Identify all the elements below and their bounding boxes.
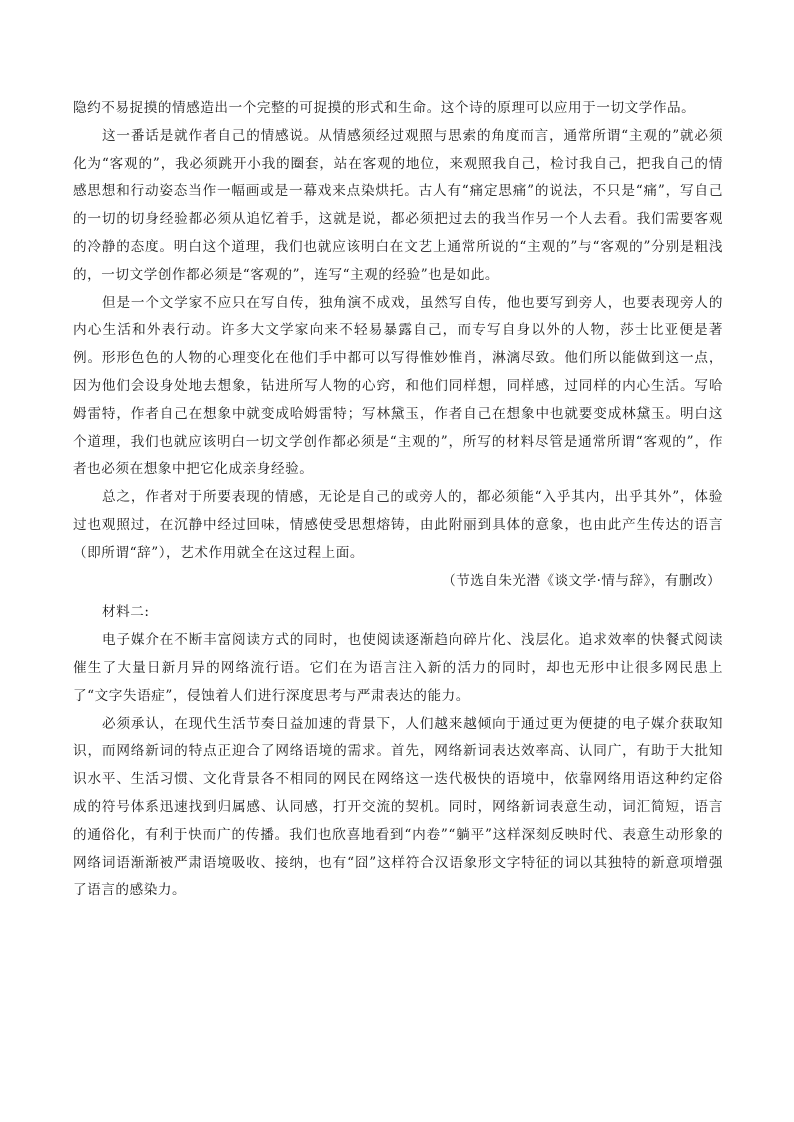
document-body bbox=[73, 95, 723, 905]
paragraph-continuation: 隐约不易捉摸的情感造出一个完整的可捉摸的形式和生命。这个诗的原理可以应用于一切文学作品。 bbox=[73, 100, 696, 116]
source-citation: （节选自朱光潜《谈文学·情与辞》，有删改） bbox=[442, 572, 721, 589]
paragraph-subjective-objective: 这一番话是就作者自己的情感说。从情感须经过观照与思索的角度而言，通常所谓“主观的”就必须化为“客观的”，我必须跳开小我的圈套，站在客观的地位，来观照我自己，检讨我自己，把我自己的情感思想和行动姿态当作一幅画或是一幕戏来点染烘托。古人有“痛定思痛”的说法，不只是“痛”，写自己的一切的切身经验都必须从追忆着手，这就是说，都必须把过去的我当作另一个人去看。我们需要客观的冷静的态度。明白这个道理，我们也就应该明白在文艺上通常所说的“主观的”与“客观的”分别是粗浅的，一切文学创作都必须是“客观的”，连写“主观的经验”也是如此。 bbox=[73, 127, 723, 283]
paragraph-electronic-media: 电子媒介在不断丰富阅读方式的同时，也使阅读逐渐趋向碎片化、浅层化。追求效率的快餐式阅读催生了大量日新月异的网络流行语。它们在为语言注入新的活力的同时，却也无形中让很多网民患上了“文字失语症”，侵蚀着人们进行深度思考与严肃表达的能力。 bbox=[73, 632, 723, 704]
paragraph-conclusion: 总之，作者对于所要表现的情感，无论是自己的或旁人的，都必须能“入乎其内，出乎其外”，体验过也观照过，在沉静中经过回味，情感使受思想熔铸，由此附丽到具体的意象，也由此产生传达的语言（即所谓“辞”），艺术作用就全在这过程上面。 bbox=[73, 489, 723, 561]
paragraph-network-words: 必须承认，在现代生活节奏日益加速的背景下，人们越来越倾向于通过更为便捷的电子媒介获取知识，而网络新词的特点正迎合了网络语境的需求。首先，网络新词表达效率高、认同广，有助于大批知识水平、生活习惯、文化背景各不相同的网民在网络这一迭代极快的语境中，依靠网络用语这种约定俗成的符号体系迅速找到归属感、认同感，打开交流的契机。同时，网络新词表意生动，词汇简短，语言的通俗化，有利于快而广的传播。我们也欣喜地看到“内卷”“躺平”这样深刻反映时代、表意生动形象的网络词语渐渐被严肃语境吸收、接纳，也有“囧”这样符合汉语象形文字特征的词以其独特的新意项增强了语言的感染力。 bbox=[73, 715, 723, 899]
section-label-material-two: 材料二: bbox=[102, 604, 150, 621]
paragraph-imagination: 但是一个文学家不应只在写自传，独角演不成戏，虽然写自传，他也要写到旁人，也要表现旁人的内心生活和外表行动。许多大文学家向来不轻易暴露自己，而专写自身以外的人物，莎士比亚便是著例。形形色色的人物的心理变化在他们手中都可以写得惟妙惟肖，淋漓尽致。他们所以能做到这一点，因为他们会设身处地去想象，钻进所写人物的心窍，和他们同样想，同样感，过同样的内心生活。写哈姆雷特，作者自己在想象中就变成哈姆雷特；写林黛玉，作者自己在想象中也就要变成林黛玉。明白这个道理，我们也就应该明白一切文学创作都必须是“主观的”，所写的材料尽管是通常所谓“客观的”，作者也必须在想象中把它化成亲身经验。 bbox=[73, 294, 723, 478]
